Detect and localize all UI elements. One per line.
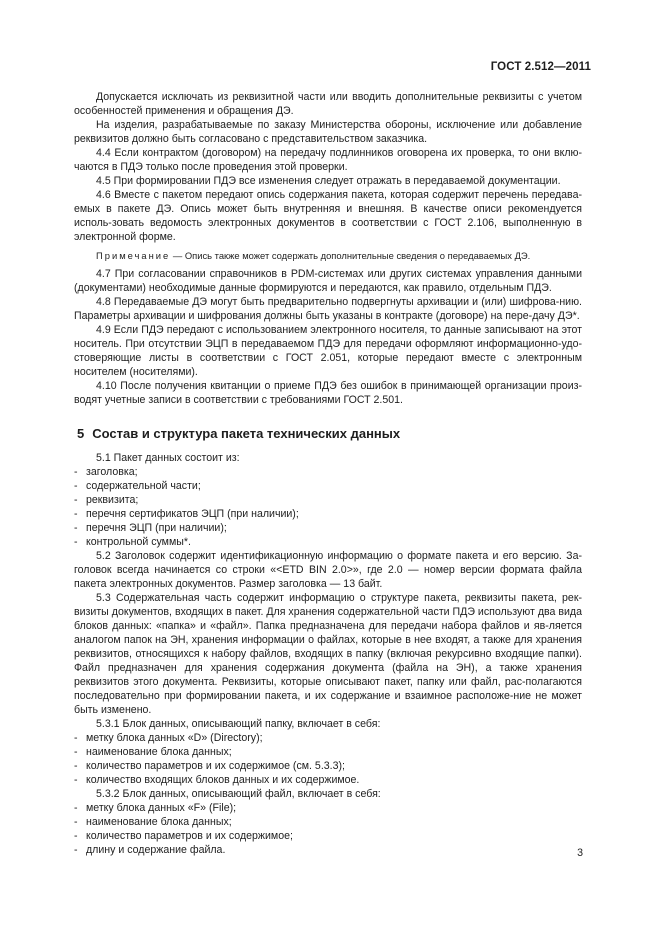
section-number: 5 [77, 426, 85, 441]
list-5-3-1 [74, 731, 582, 787]
list-item: - содержательной части; [74, 480, 201, 492]
paragraph-5-3-1: 5.3.1 Блок данных, описывающий папку, включает в себя: [96, 718, 381, 730]
paragraph-5-2: 5.2 Заголовок содержит идентификационную информацию о формате пакета и его версию. За-головок всегда начинается со строки «<ETD BIN 2.0>», где 2.0 — номер версии формата файла пакета электронных документов. Размер заголовка — 13 байт. [74, 550, 582, 590]
list-item: - реквизита; [74, 494, 139, 506]
list-item: - количество параметров и их содержимое (см. 5.3.3); [74, 760, 345, 772]
paragraph-4-5: 4.5 При формировании ПДЭ все изменения следует отражать в передаваемой документации. [96, 175, 561, 187]
paragraph-4-6: 4.6 Вместе с пакетом передают опись содержания пакета, которая содержит перечень передава-емых в пакете ДЭ. Опись может быть внутренняя и внешняя. В качестве описи рекомендуется исполь-зовать ведомость электронных документов в соответствии с ГОСТ 2.106, выполненную в электронной форме. [74, 189, 582, 243]
note [74, 249, 582, 262]
list-item: - длину и содержание файла. [74, 844, 226, 856]
paragraph-4-4: 4.4 Если контрактом (договором) на передачу подлинников оговорена их проверка, то они вклю-чаются в ПДЭ только после проведения этой проверки. [74, 147, 582, 173]
list-item: - контрольной суммы*. [74, 536, 191, 548]
paragraph-4-8: 4.8 Передаваемые ДЭ могут быть предварительно подвергнуты архивации и (или) шифрова-нию. Параметры архивации и шифрования должны быть указаны в контракте (договоре) на пере-дачу ДЭ*. [74, 296, 582, 322]
list-item: - метку блока данных «F» (File); [74, 802, 237, 814]
paragraph-4-7: 4.7 При согласовании справочников в PDM-системах или других системах управления данными (документами) необходимые данные формируются и передаются, как правило, отдельным ПДЭ. [74, 268, 582, 294]
list-5-1 [74, 465, 582, 549]
list-item: - количество параметров и их содержимое; [74, 830, 293, 842]
list-item: - наименование блока данных; [74, 816, 232, 828]
note-text: — Опись также может содержать дополнительные сведения о передаваемых ДЭ. [170, 250, 531, 261]
list-item: - наименование блока данных; [74, 746, 232, 758]
paragraph: На изделия, разрабатываемые по заказу Министерства обороны, исключение или добавление реквизитов должно быть согласовано с представительством заказчика. [74, 119, 582, 145]
list-item: - перечня сертификатов ЭЦП (при наличии); [74, 508, 299, 520]
paragraph: Допускается исключать из реквизитной части или вводить дополнительные реквизиты с учетом особенностей применения и обращения ДЭ. [74, 91, 582, 117]
paragraph-5-1: 5.1 Пакет данных состоит из: [96, 452, 240, 464]
paragraph-5-3-2: 5.3.2 Блок данных, описывающий файл, включает в себя: [96, 788, 381, 800]
paragraph-5-3: 5.3 Содержательная часть содержит информацию о структуре пакета, реквизиты пакета, рек-визиты документов, входящих в пакет. Для хранения содержательной части ПДЭ используют два вида блоков данных: «папка» и «файл». Папка предназначена для передачи набора файлов и яв-ляется аналогом папок на ЭН, хранения информации о файлах, которые в нее входят, а также для хранения реквизитов, относящихся к набору файлов, входящих в папку (включая рекурсивно входящие папки). Файл предназначен для хранения содержания документа (файла на ЭН), а также хранения реквизитов этого документа. Реквизиты, которые описывают пакет, папку или файл, рас-полагаются последовательно при формировании пакета, и их содержание и взаимное расположе-ние не может быть изменено. [74, 592, 582, 716]
page-number: 3 [577, 847, 583, 859]
list-item: - метку блока данных «D» (Directory); [74, 732, 263, 744]
page-body [74, 90, 582, 857]
note-label: Примечание [96, 250, 171, 261]
list-5-3-2 [74, 801, 582, 857]
section-5-heading [74, 427, 582, 441]
paragraph-4-9: 4.9 Если ПДЭ передают с использованием электронного носителя, то данные записывают на этот носитель. При отсутствии ЭЦП в передаваемом ПДЭ для передачи оформляют информационно-удо-стоверяющие листы в соответствии с ГОСТ 2.051, которые передают вместе с электронным носителем (носителями). [74, 324, 582, 378]
section-title: Состав и структура пакета технических данных [92, 426, 401, 441]
document-code-header: ГОСТ 2.512—2011 [490, 61, 591, 73]
paragraph-4-10: 4.10 После получения квитанции о приеме ПДЭ без ошибок в принимающей организации произ-водят учетные записи в соответствии с требованиями ГОСТ 2.501. [74, 380, 582, 406]
list-item: - заголовка; [74, 466, 138, 478]
list-item: - перечня ЭЦП (при наличии); [74, 522, 227, 534]
list-item: - количество входящих блоков данных и их содержимое. [74, 774, 360, 786]
